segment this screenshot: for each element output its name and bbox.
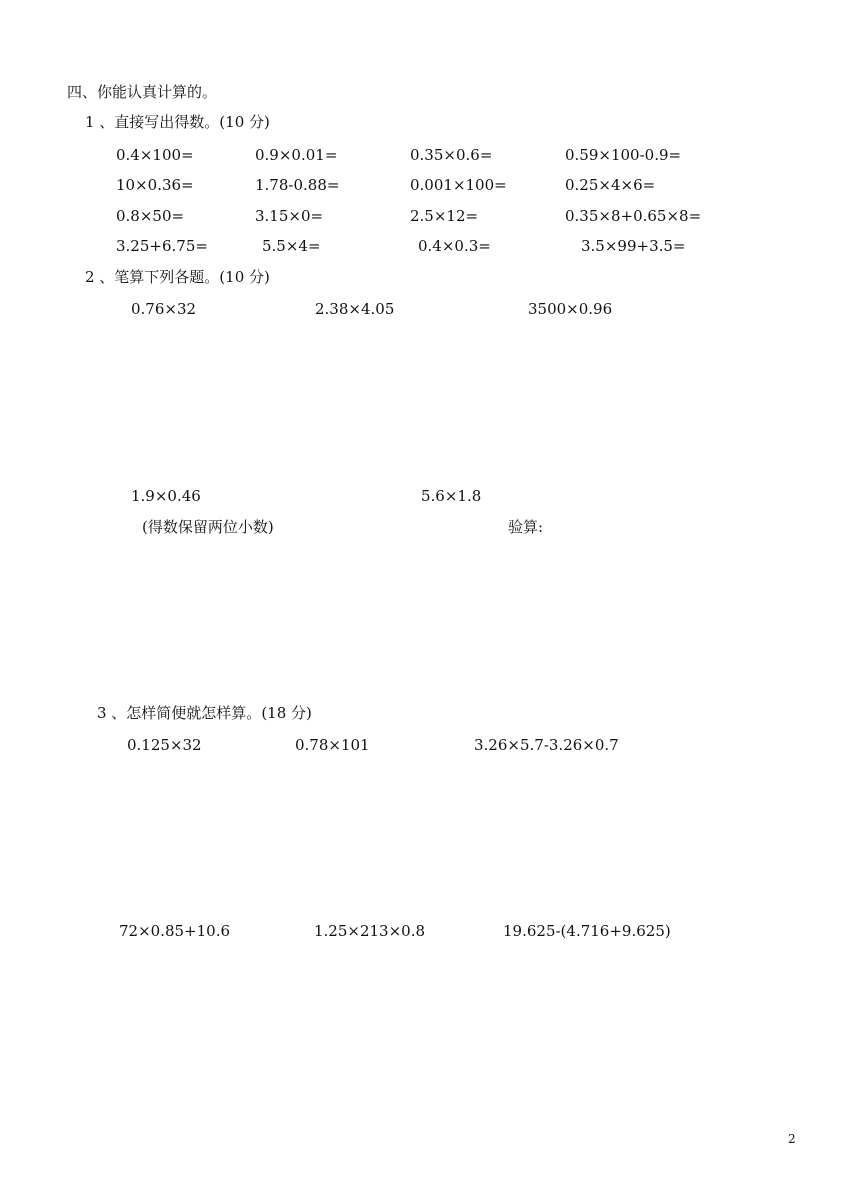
part2-problem: 2.38×4.05 <box>315 300 395 318</box>
part3-title: 3 、怎样简便就怎样算。(18 分) <box>97 704 312 722</box>
rounding-note: (得数保留两位小数) <box>142 518 274 536</box>
part2-problem: 0.76×32 <box>131 300 197 318</box>
part1-title: 1 、直接写出得数。(10 分) <box>85 113 270 131</box>
part1-problem: 3.15×0= <box>255 207 324 225</box>
part3-problem: 3.26×5.7-3.26×0.7 <box>474 736 619 754</box>
part3-problem: 1.25×213×0.8 <box>314 922 426 940</box>
part1-problem: 0.59×100-0.9= <box>565 146 682 164</box>
part1-problem: 3.25+6.75= <box>116 237 208 255</box>
part1-problem: 1.78-0.88= <box>255 176 340 194</box>
part1-problem: 3.5×99+3.5= <box>581 237 686 255</box>
part2-problem: 3500×0.96 <box>528 300 613 318</box>
part1-problem: 0.35×8+0.65×8= <box>565 207 702 225</box>
part1-problem: 0.8×50= <box>116 207 185 225</box>
part1-problem: 0.9×0.01= <box>255 146 338 164</box>
part1-problem: 0.4×0.3= <box>418 237 491 255</box>
part1-problem: 0.25×4×6= <box>565 176 656 194</box>
part1-problem: 0.4×100= <box>116 146 194 164</box>
part3-problem: 0.125×32 <box>127 736 202 754</box>
section-title: 四、你能认真计算的。 <box>67 83 218 101</box>
part3-problem: 0.78×101 <box>295 736 370 754</box>
check-note: 验算: <box>508 518 544 536</box>
page-number: 2 <box>788 1132 796 1146</box>
part1-problem: 2.5×12= <box>410 207 479 225</box>
part1-problem: 0.001×100= <box>410 176 507 194</box>
part3-problem: 72×0.85+10.6 <box>119 922 231 940</box>
part2-problem: 5.6×1.8 <box>421 487 482 505</box>
part1-problem: 10×0.36= <box>116 176 194 194</box>
part1-problem: 0.35×0.6= <box>410 146 493 164</box>
part2-title: 2 、笔算下列各题。(10 分) <box>85 268 270 286</box>
part1-problem: 5.5×4= <box>262 237 321 255</box>
part2-problem: 1.9×0.46 <box>131 487 201 505</box>
part3-problem: 19.625-(4.716+9.625) <box>503 922 671 940</box>
